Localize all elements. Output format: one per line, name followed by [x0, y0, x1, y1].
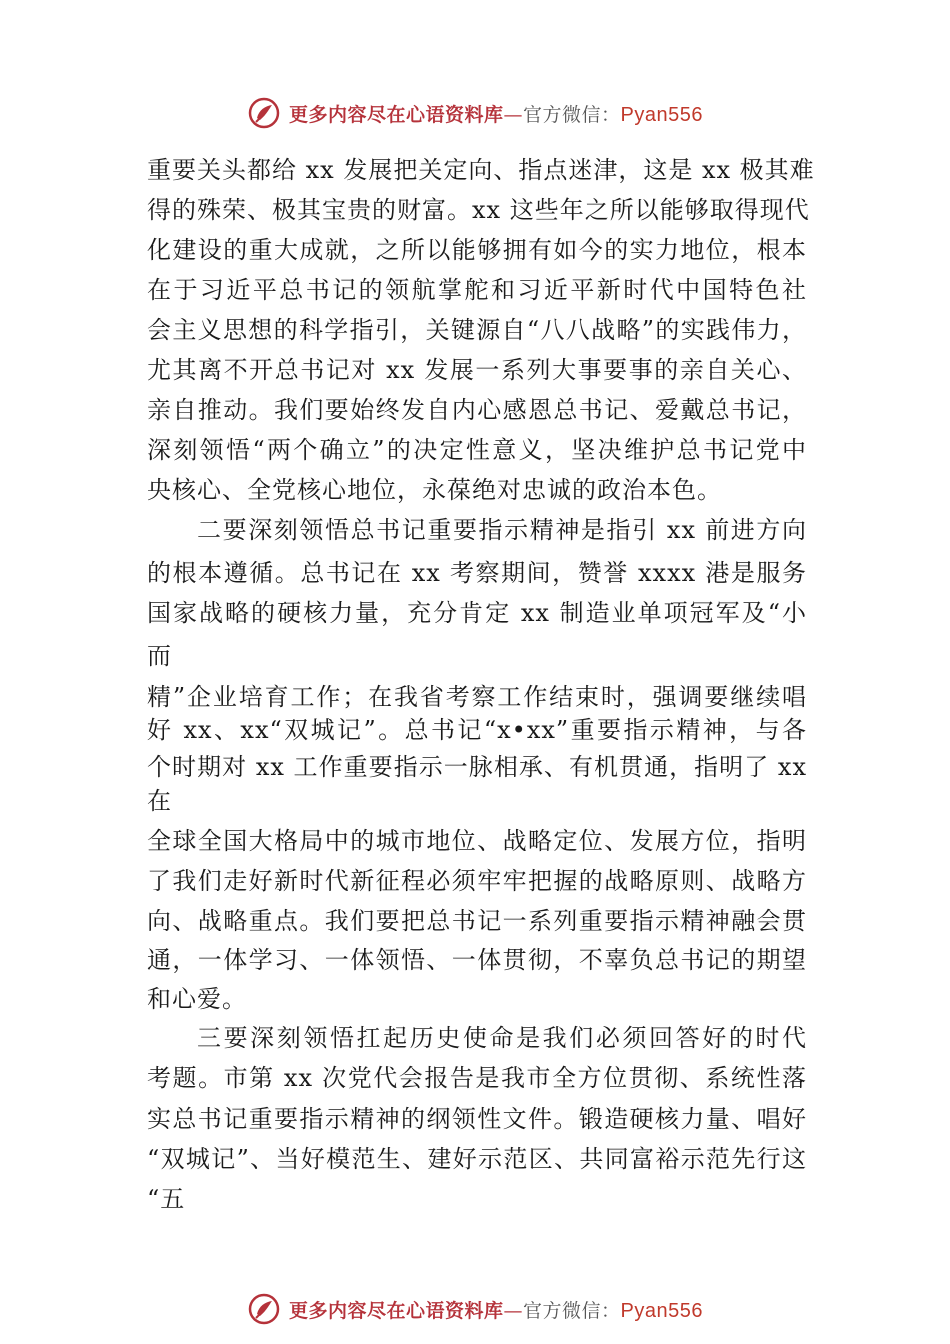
- paragraph-start-line: 三要深刻领悟扛起历史使命是我们必须回答好的时代: [197, 1024, 807, 1052]
- header-banner: [0, 93, 950, 133]
- brand-logo-icon: [247, 96, 281, 130]
- text-line: 央核心、全党核心地位，永葆绝对忠诚的政治本色。: [147, 476, 722, 504]
- text-line: 重要关头都给 xx 发展把关定向、指点迷津，这是 xx 极其难: [147, 156, 815, 184]
- header-official-label: 官方微信：: [523, 103, 621, 126]
- brand-logo-icon: [247, 1292, 281, 1326]
- text-line: 实总书记重要指示精神的纲领性文件。锻造硬核力量、唱好: [147, 1105, 807, 1133]
- text-line: 的根本遵循。总书记在 xx 考察期间，赞誉 xxxx 港是服务: [147, 559, 807, 587]
- text-line: 全球全国大格局中的城市地位、战略定位、发展方位，指明: [147, 827, 807, 855]
- text-line: 而: [147, 642, 172, 670]
- header-dash: —: [503, 103, 524, 126]
- footer-banner: [0, 1289, 950, 1329]
- text-line: 了我们走好新时代新征程必须牢牢把握的战略原则、战略方: [147, 867, 807, 895]
- text-line: 考题。市第 xx 次党代会报告是我市全方位贯彻、系统性落: [147, 1064, 807, 1092]
- text-line: 精”企业培育工作；在我省考察工作结束时，强调要继续唱: [147, 683, 807, 711]
- text-line: 亲自推动。我们要始终发自内心感恩总书记、爱戴总书记，: [147, 396, 807, 424]
- header-text: [289, 100, 703, 127]
- header-wechat-id: Pyan556: [620, 103, 703, 126]
- text-line: “五: [147, 1185, 186, 1213]
- text-line: 在于习近平总书记的领航掌舵和习近平新时代中国特色社: [147, 276, 807, 304]
- text-line: 个时期对 xx 工作重要指示一脉相承、有机贯通，指明了 xx: [147, 753, 807, 781]
- footer-brand: 更多内容尽在心语资料库: [289, 1299, 504, 1322]
- text-line: 会主义思想的科学指引，关键源自“八八战略”的实践伟力，: [147, 316, 807, 344]
- text-line: 深刻领悟“两个确立”的决定性意义，坚决维护总书记党中: [147, 436, 807, 464]
- text-line: 在: [147, 787, 172, 815]
- text-line: 好 xx、xx“双城记”。总书记“x•xx”重要指示精神，与各: [147, 716, 807, 744]
- text-line: “双城记”、当好模范生、建好示范区、共同富裕示范先行这: [147, 1145, 807, 1173]
- footer-text: [289, 1296, 703, 1323]
- text-line: 向、战略重点。我们要把总书记一系列重要指示精神融会贯: [147, 907, 807, 935]
- footer-wechat-id: Pyan556: [620, 1299, 703, 1322]
- paragraph-start-line: 二要深刻领悟总书记重要指示精神是指引 xx 前进方向: [197, 516, 807, 544]
- header-brand: 更多内容尽在心语资料库: [289, 103, 504, 126]
- footer-dash: —: [503, 1299, 524, 1322]
- text-line: 得的殊荣、极其宝贵的财富。xx 这些年之所以能够取得现代: [147, 196, 810, 224]
- text-line: 通，一体学习、一体领悟、一体贯彻，不辜负总书记的期望: [147, 946, 807, 974]
- footer-official-label: 官方微信：: [523, 1299, 621, 1322]
- text-line: 和心爱。: [147, 985, 247, 1013]
- text-line: 尤其离不开总书记对 xx 发展一系列大事要事的亲自关心、: [147, 356, 807, 384]
- text-line: 国家战略的硬核力量，充分肯定 xx 制造业单项冠军及“小: [147, 599, 807, 627]
- text-line: 化建设的重大成就，之所以能够拥有如今的实力地位，根本: [147, 236, 807, 264]
